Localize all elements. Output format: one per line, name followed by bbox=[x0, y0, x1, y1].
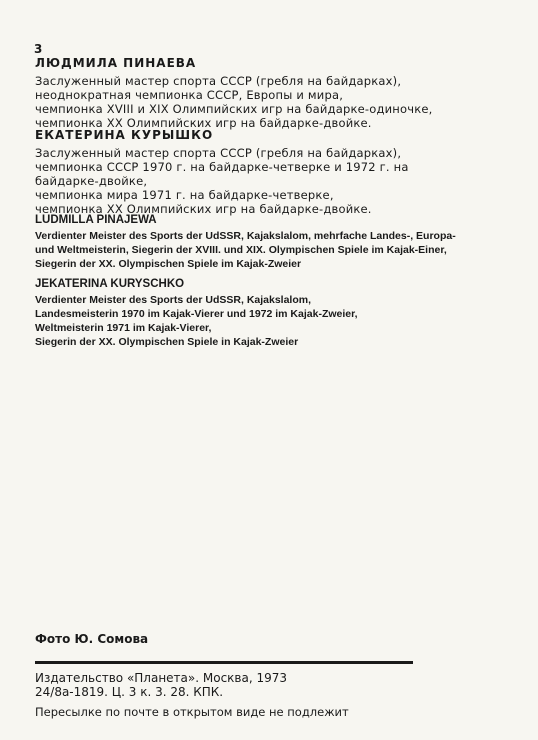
ru-bio-kuryshko bbox=[35, 128, 505, 216]
bio-line: чемпионка XX Олимпийских игр на байдарке-двойке. bbox=[35, 116, 372, 130]
ru-name-pinaeva: ЛЮДМИЛА ПИНАЕВА bbox=[35, 56, 197, 70]
page-number: 3 bbox=[34, 42, 43, 56]
bio-line: чемпионка XVIII и XIX Олимпийских игр на байдарке-одиночке, bbox=[35, 102, 433, 116]
imprint-line: Издательство «Планета». Москва, 1973 bbox=[35, 671, 288, 685]
publisher-imprint bbox=[35, 671, 287, 699]
bio-line: чемпионка XX Олимпийских игр на байдарке-двойке. bbox=[35, 202, 372, 216]
imprint-line: 24/8а-1819. Ц. 3 к. 3. 28. КПК. bbox=[35, 685, 224, 699]
photo-credit: Фото Ю. Сомова bbox=[35, 632, 149, 646]
bio-line: Заслуженный мастер спорта СССР (гребля на байдарках), bbox=[35, 74, 402, 88]
ru-name-kuryshko: ЕКАТЕРИНА КУРЫШКО bbox=[35, 128, 214, 142]
divider bbox=[35, 661, 413, 664]
bio-line: Landesmeisterin 1970 im Kajak-Vierer und 1972 im Kajak-Zweier, bbox=[35, 308, 358, 320]
bio-line: Verdienter Meister des Sports der UdSSR, Kajakslalom, bbox=[35, 294, 312, 306]
de-name-pinajewa: LUDMILLA PINAJEWA bbox=[35, 214, 157, 226]
postal-notice: Пересылке по почте в открытом виде не подлежит bbox=[35, 705, 349, 719]
bio-line: Заслуженный мастер спорта СССР (гребля на байдарках), bbox=[35, 146, 402, 160]
bio-line: Verdienter Meister des Sports der UdSSR, Kajakslalom, mehrfache Landes-, Europa- bbox=[35, 230, 456, 242]
bio-line: чемпионка СССР 1970 г. на байдарке-четверке и 1972 г. на bbox=[35, 160, 409, 174]
bio-line: Siegerin der XX. Olympischen Spiele im Kajak-Zweier bbox=[35, 258, 302, 270]
bio-line: неоднократная чемпионка СССР, Европы и мира, bbox=[35, 88, 344, 102]
de-name-kuryschko: JEKATERINA KURYSCHKO bbox=[35, 278, 185, 290]
bio-line: чемпионка мира 1971 г. на байдарке-четверке, bbox=[35, 188, 334, 202]
bio-line: und Weltmeisterin, Siegerin der XVIII. und XIX. Olympischen Spiele im Kajak-Einer, bbox=[35, 244, 447, 256]
ru-bio-pinaeva bbox=[35, 56, 505, 130]
bio-line: Weltmeisterin 1971 im Kajak-Vierer, bbox=[35, 322, 212, 334]
bio-line: байдарке-двойке, bbox=[35, 174, 148, 188]
de-bio-kuryschko bbox=[35, 278, 505, 349]
de-bio-pinajewa bbox=[35, 214, 505, 271]
bio-line: Siegerin der XX. Olympischen Spiele in Kajak-Zweier bbox=[35, 336, 299, 348]
